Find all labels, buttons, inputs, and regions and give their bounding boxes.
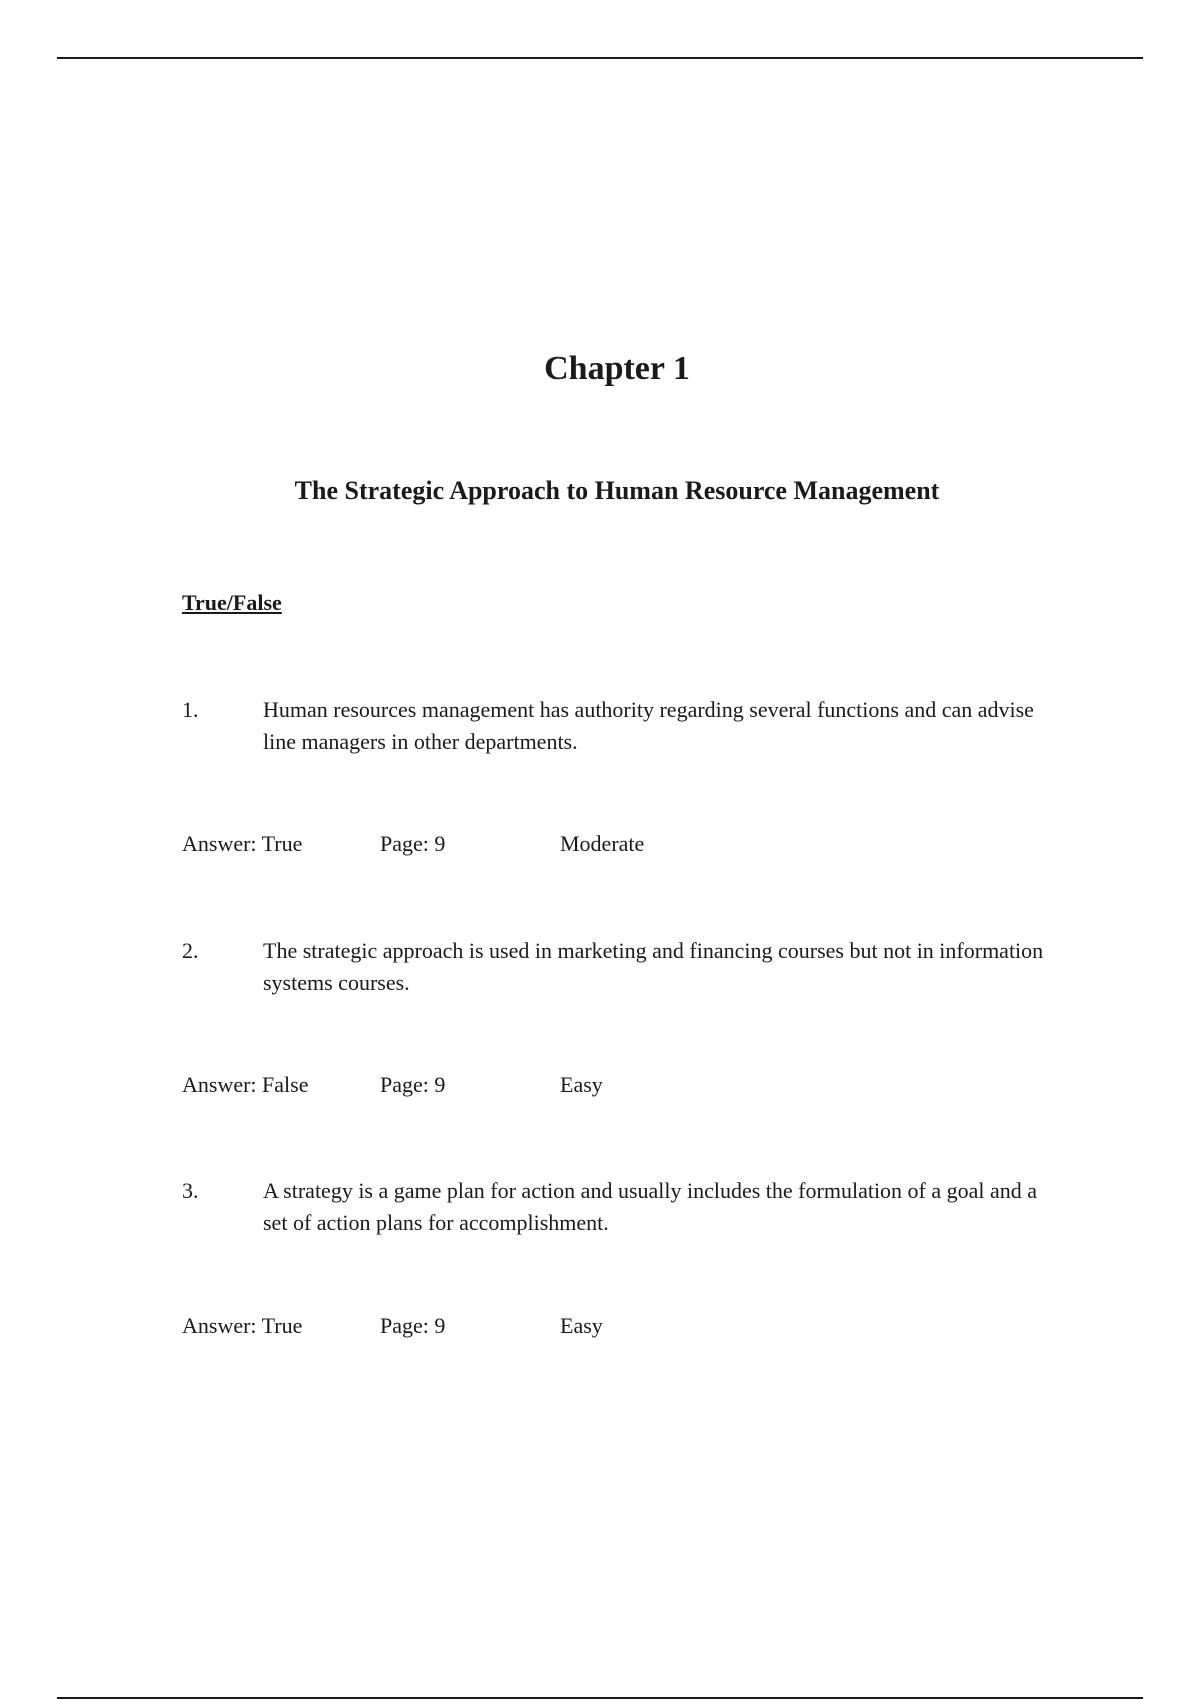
difficulty-level: Moderate xyxy=(560,831,645,856)
top-rule xyxy=(57,57,1143,59)
question-number: 2. xyxy=(182,938,199,963)
question-number: 3. xyxy=(182,1178,199,1203)
section-heading: True/False xyxy=(182,590,282,615)
question-number: 1. xyxy=(182,697,199,722)
difficulty-level: Easy xyxy=(560,1072,603,1097)
chapter-title: Chapter 1 xyxy=(544,350,690,387)
answer-value: Answer: True xyxy=(182,1313,303,1338)
chapter-subtitle: The Strategic Approach to Human Resource Management xyxy=(294,476,940,505)
question-text: Human resources management has authority regarding several functions and can advise line managers in other departments. xyxy=(263,697,1034,754)
page-reference: Page: 9 xyxy=(380,831,446,856)
answer-value: Answer: False xyxy=(182,1072,309,1097)
page-reference: Page: 9 xyxy=(380,1313,446,1338)
question-text: A strategy is a game plan for action and usually includes the formulation of a goal and a set of action plans for accomplishment. xyxy=(263,1178,1038,1235)
bottom-rule xyxy=(57,1697,1143,1699)
difficulty-level: Easy xyxy=(560,1313,603,1338)
answer-value: Answer: True xyxy=(182,831,303,856)
question-text: The strategic approach is used in marketing and financing courses but not in information systems courses. xyxy=(263,938,1044,995)
page-reference: Page: 9 xyxy=(380,1072,446,1097)
